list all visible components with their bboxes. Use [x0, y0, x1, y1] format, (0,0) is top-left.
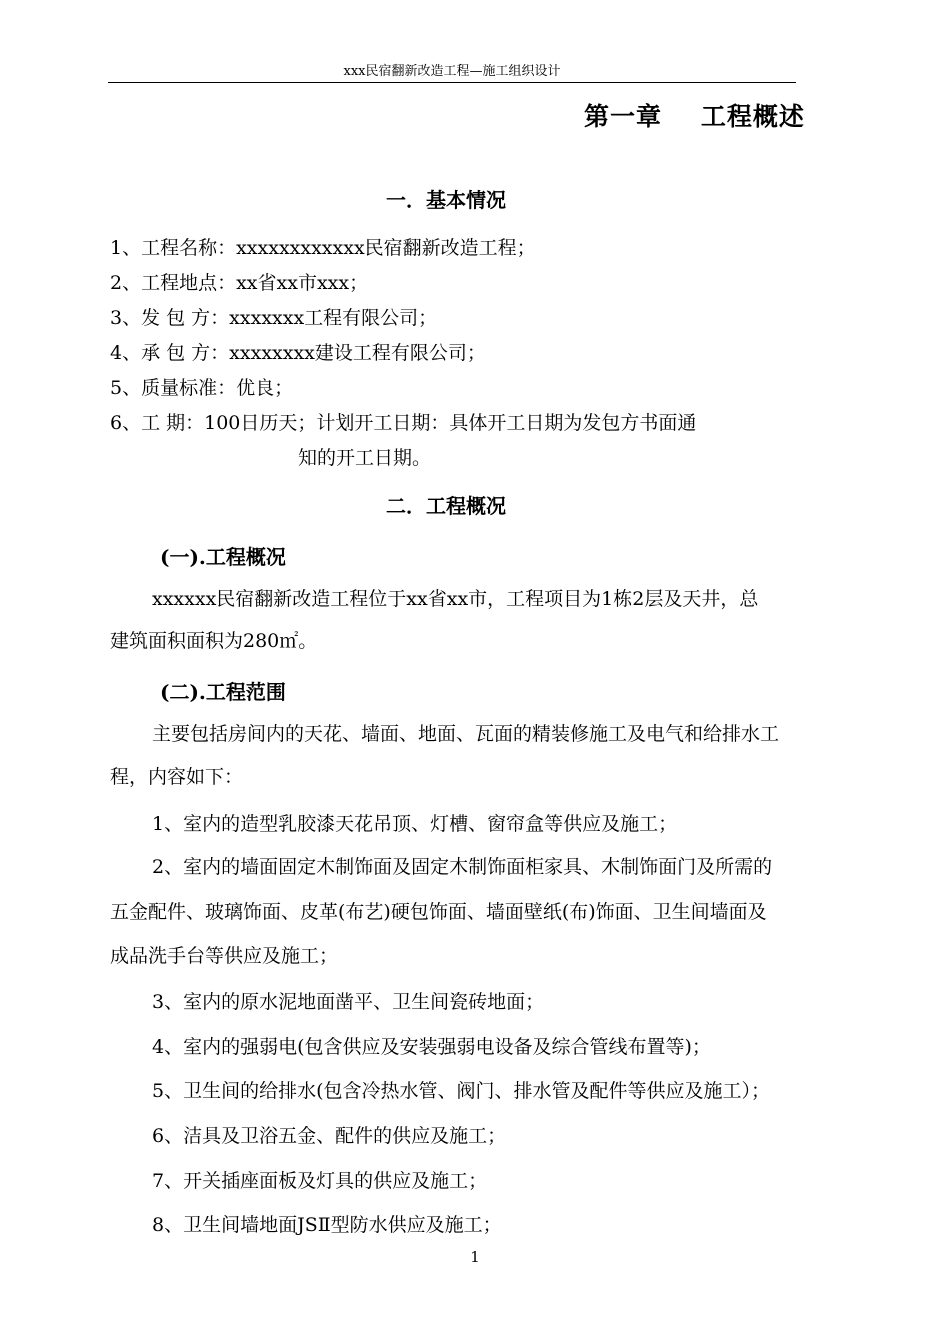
scope-item-4: 4、室内的强弱电(包含供应及安装强弱电设备及综合管线布置等)； [152, 1036, 711, 1058]
section-heading-overview-text: 二．工程概况 [386, 494, 506, 518]
basic-item-6: 6、工 期：100日历天；计划开工日期：具体开工日期为发包方书面通 [110, 412, 697, 434]
running-header: xxx民宿翻新改造工程—施工组织设计 [343, 64, 561, 79]
scope-item-2-line-2: 五金配件、玻璃饰面、皮革(布艺)硬包饰面、墙面壁纸(布)饰面、卫生间墙面及 [110, 901, 767, 923]
scope-item-6: 6、洁具及卫浴五金、配件的供应及施工； [152, 1125, 507, 1147]
section-heading-basic [0, 186, 950, 214]
section-heading-overview [0, 492, 950, 520]
scope-item-3: 3、室内的原水泥地面凿平、卫生间瓷砖地面； [152, 991, 545, 1013]
basic-item-3: 3、发 包 方：xxxxxxx工程有限公司； [110, 307, 438, 329]
scope-line-2: 程，内容如下： [110, 766, 244, 788]
overview-line-1: xxxxxx民宿翻新改造工程位于xx省xx市，工程项目为1栋2层及天井，总 [152, 588, 759, 610]
basic-item-6-continued: 知的开工日期。 [298, 447, 432, 469]
scope-item-2: 2、室内的墙面固定木制饰面及固定木制饰面柜家具、木制饰面门及所需的 [152, 856, 773, 878]
scope-line-1: 主要包括房间内的天花、墙面、地面、瓦面的精装修施工及电气和给排水工 [152, 723, 780, 745]
scope-item-8: 8、卫生间墙地面JSⅡ型防水供应及施工； [152, 1214, 502, 1236]
overview-line-2: 建筑面积面积为280㎡。 [110, 630, 318, 652]
basic-item-2: 2、工程地点：xx省xx市xxx； [110, 272, 369, 294]
subheading-scope: (二).工程范围 [160, 680, 286, 704]
header-rule [108, 82, 796, 83]
subheading-overview: (一).工程概况 [160, 545, 286, 569]
scope-item-2-line-3: 成品洗手台等供应及施工； [110, 945, 339, 967]
basic-item-1: 1、工程名称：xxxxxxxxxxxx民宿翻新改造工程； [110, 237, 536, 259]
page-number: 1 [470, 1248, 480, 1266]
scope-item-7: 7、开关插座面板及灯具的供应及施工； [152, 1170, 488, 1192]
scope-item-5: 5、卫生间的给排水(包含冷热水管、阀门、排水管及配件等供应及施工）； [152, 1080, 771, 1102]
basic-item-4: 4、承 包 方：xxxxxxxx建设工程有限公司； [110, 342, 486, 364]
section-heading-basic-text: 一．基本情况 [386, 188, 506, 212]
scope-item-1: 1、室内的造型乳胶漆天花吊顶、灯槽、窗帘盒等供应及施工； [152, 813, 678, 835]
basic-item-5: 5、质量标准：优良； [110, 377, 294, 399]
chapter-title: 第一章 工程概述 [584, 102, 805, 131]
